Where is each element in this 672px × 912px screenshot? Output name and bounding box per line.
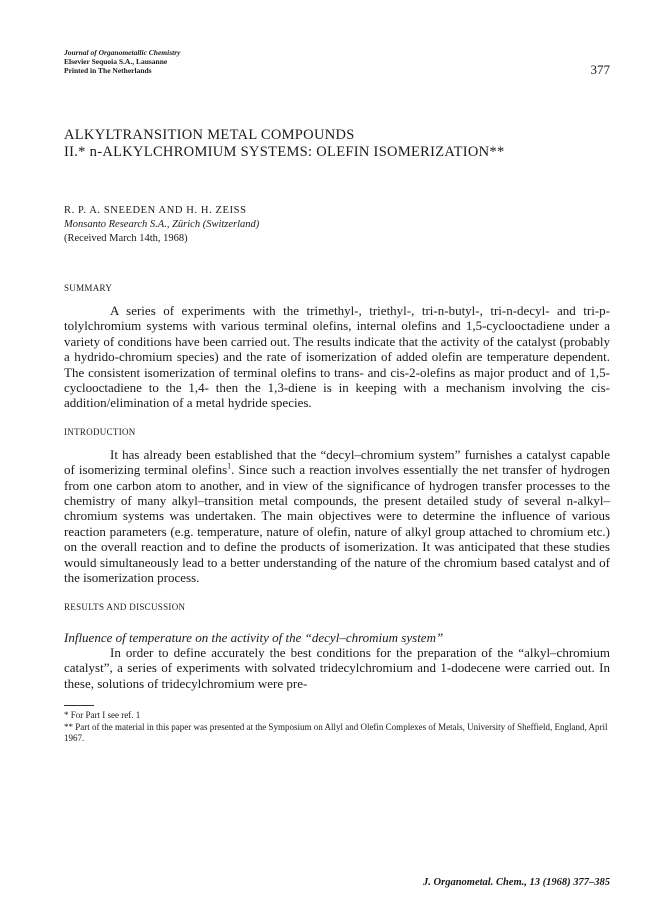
- footnote-rule: [64, 705, 94, 706]
- results-heading: RESULTS AND DISCUSSION: [64, 601, 186, 612]
- printed-in: Printed in The Netherlands: [64, 66, 152, 75]
- introduction-heading: INTRODUCTION: [64, 426, 136, 437]
- paper-title: [64, 127, 610, 161]
- title-line-1: ALKYLTRANSITION METAL COMPOUNDS: [64, 127, 355, 143]
- summary-text: A series of experiments with the trimethyl-, triethyl-, tri-n-butyl-, tri-n-decyl- and tri-p-tolylchromium systems with various terminal olefins, internal olefins and 1,5-cyclooctadiene under a variety of conditions have been carried out. The results indicate that the activity of the catalyst (probably a hydrido-chromium species) and the rate of isomerization of added olefin are temperature dependent. The consistent isomerization of terminal olefins to trans- and cis-2-olefins as major product and of 1,5-cyclooctadiene to the 1,4- then the 1,3-diene is in keeping with a mechanism involving the cis-addition/elimination of a metal hydride species.: [64, 303, 610, 411]
- footnote-2: ** Part of the material in this paper was presented at the Symposium on Allyl and Olefin Complexes of Metals, University of Sheffield, England, April 1967.: [64, 722, 608, 744]
- affiliation: Monsanto Research S.A., Zürich (Switzerland): [64, 219, 260, 230]
- summary-heading: SUMMARY: [64, 283, 113, 293]
- results-text: In order to define accurately the best conditions for the preparation of the “alkyl–chromium catalyst”, a series of experiments with solvated tridecylchromium and 1-dodecene were carried out. In these, solutions of tridecylchromium were pre-: [64, 644, 610, 691]
- title-line-2: II.* n-ALKYLCHROMIUM SYSTEMS: OLEFIN ISOMERIZATION**: [64, 144, 505, 160]
- journal-name: Journal of Organometallic Chemistry: [64, 48, 181, 57]
- received-date: (Received March 14th, 1968): [64, 233, 188, 244]
- journal-header: [64, 48, 610, 75]
- publisher: Elsevier Sequoia S.A., Lausanne: [64, 57, 168, 66]
- introduction-text: [64, 447, 610, 586]
- footnote-1: * For Part I see ref. 1: [64, 710, 141, 721]
- page-number: 377: [590, 62, 610, 77]
- journal-citation: J. Organometal. Chem., 13 (1968) 377–385: [423, 877, 610, 888]
- results-subheading: Influence of temperature on the activity of the “decyl–chromium system”: [64, 629, 444, 645]
- paper-page: [64, 48, 610, 888]
- authors: R. P. A. SNEEDEN AND H. H. ZEISS: [64, 205, 247, 216]
- intro-text-a: It has already been established that the “decyl–chromium system” furnishes a catalyst capable of isomerizing terminal olefins: [64, 446, 610, 478]
- intro-text-b: . Since such a reaction involves essentially the net transfer of hydrogen from one carbon atom to another, and in view of the significance of hydrogen transfer processes to the chemistry of many alkyl–transition metal compounds, the present detailed study of several n-alkyl–chromium systems was undertaken. The main objectives were to determine the influence of various reaction parameters (e.g. temperature, nature of olefin, nature of alkyl group attached to chromium etc.) on the overall reaction and to define the products of isomerization. It was anticipated that these studies would simultaneously lead to a better understanding of the nature of the chromium based catalyst and of the isomerization process.: [64, 462, 610, 586]
- ref-1: 1: [227, 461, 232, 471]
